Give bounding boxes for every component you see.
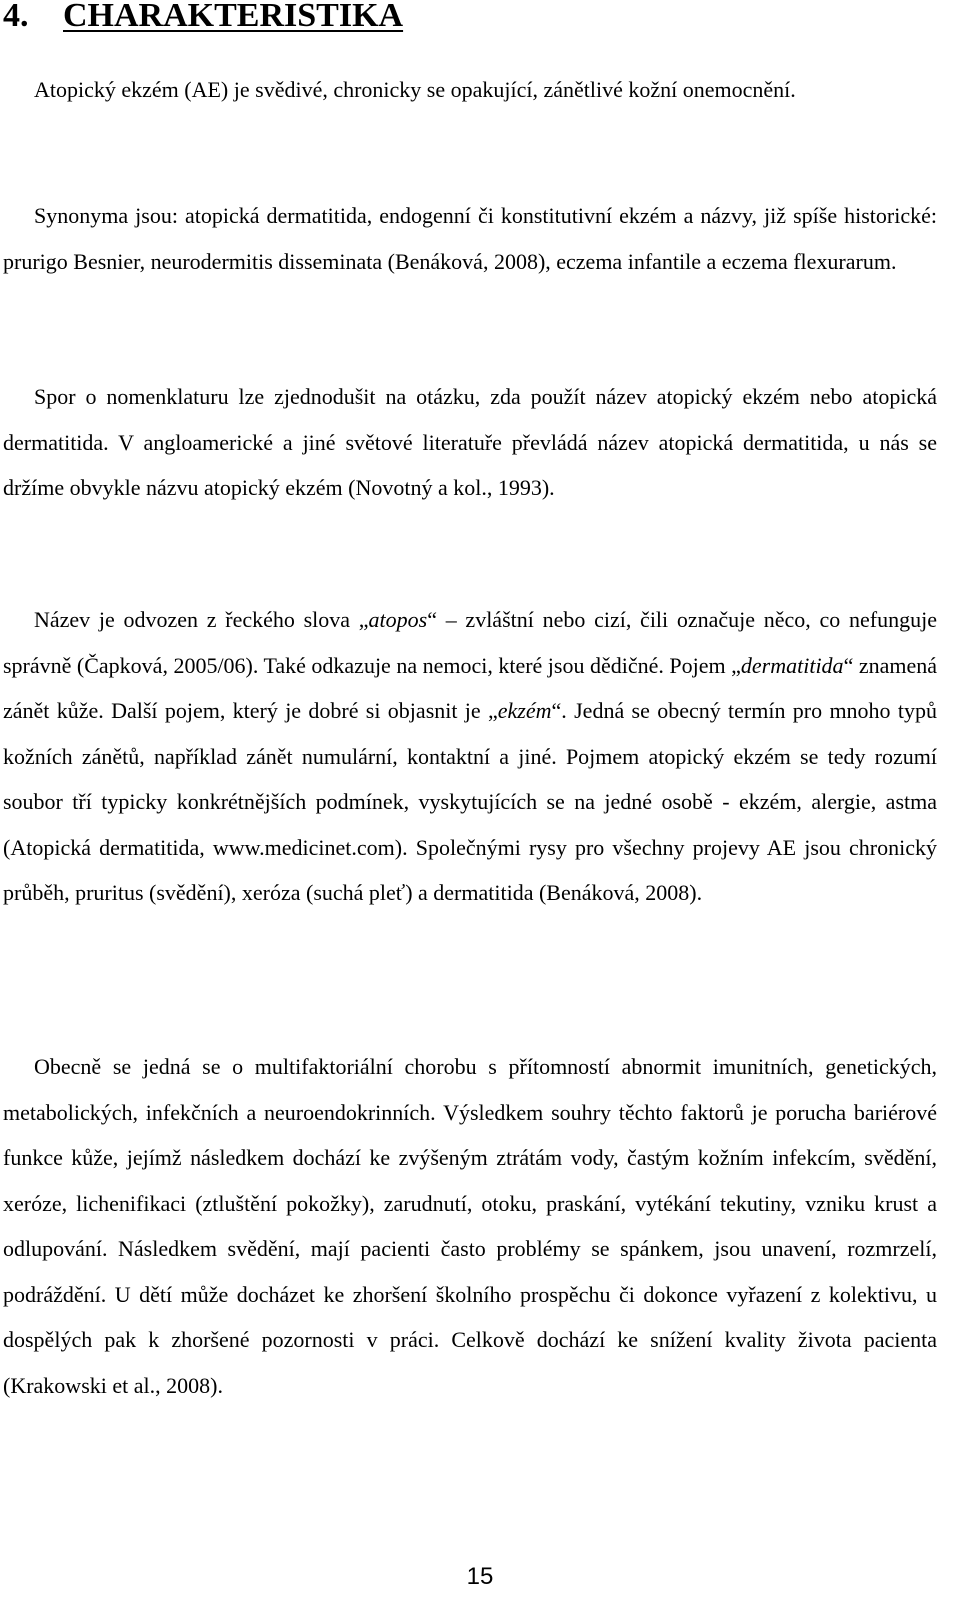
etymology-text-4: “. Jedná se obecný termín pro mnoho typů kožních zánětů, například zánět numulární, kontaktní a jiné. Pojmem atopický ekzém se tedy rozumí soubor tří typicky konkrétnějších podmínek, vyskytujících se na jedné osobě - ekzém, alergie, astma (Atopická dermatitida, www.medicinet.com). Společnými rysy pro všechny projevy AE jsou chronický průběh, pruritus (svědění), xeróza (suchá pleť) a dermatitida (Benáková, 2008). (3, 698, 937, 905)
etymology-text-2: “ – zvláštní nebo cizí, čili označuje něco, co nefunguje správně (Čapková, 2005/06). Také odkazuje na nemoci, které jsou dědičné. Pojem „ (3, 607, 937, 678)
etymology-text-3: “ znamená zánět kůže. Další pojem, který je dobré si objasnit je „ (3, 652, 937, 723)
term-atopos: atopos (368, 607, 428, 632)
paragraph-nomenclature: Spor o nomenklaturu lze zjednodušit na otázku, zda použít název atopický ekzém nebo atopická dermatitida. V angloamerické a jiné světové literatuře převládá název atopická dermatitida, u nás se držíme obvykle názvu atopický ekzém (Novotný a kol., 1993). (3, 384, 937, 500)
paragraph-etymology (3, 597, 937, 916)
paragraph-definition: Atopický ekzém (AE) je svědivé, chronicky se opakující, zánětlivé kožní onemocnění. (34, 77, 796, 102)
paragraph-multifactorial: Obecně se jedná se o multifaktoriální chorobu s přítomností abnormit imunitních, genetických, metabolických, infekčních a neuroendokrinních. Výsledkem souhry těchto faktorů je porucha bariérové funkce kůže, jejímž následkem dochází ke zvýšeným ztrátám vody, častým kožním infekcím, svědění, xeróze, lichenifikaci (ztluštění pokožky), zarudnutí, otoku, praskání, vytékání tekutiny, vzniku krust a odlupování. Následkem svědění, mají pacienti často problémy se spánkem, jsou unavení, rozmrzelí, podráždění. U dětí může docházet ke zhoršení školního prospěchu či dokonce vyřazení z kolektivu, u dospělých pak k zhoršené pozornosti v práci. Celkově dochází ke snížení kvality života pacienta (Krakowski et al., 2008). (3, 1054, 937, 1398)
term-dermatitida: dermatitida (740, 652, 844, 678)
etymology-text-1: Název je odvozen z řeckého slova „ (34, 607, 369, 632)
term-ekzem: ekzém (497, 698, 552, 723)
paragraph-synonyms: Synonyma jsou: atopická dermatitida, endogenní či konstitutivní ekzém a názvy, již spíše historické: prurigo Besnier, neurodermitis disseminata (Benáková, 2008), eczema infantile a eczema flexurarum. (3, 203, 937, 274)
chapter-heading (3, 0, 403, 38)
page-number: 15 (466, 1563, 494, 1590)
chapter-title: CHARAKTERISTIKA (63, 0, 404, 34)
chapter-number: 4. (3, 0, 29, 34)
